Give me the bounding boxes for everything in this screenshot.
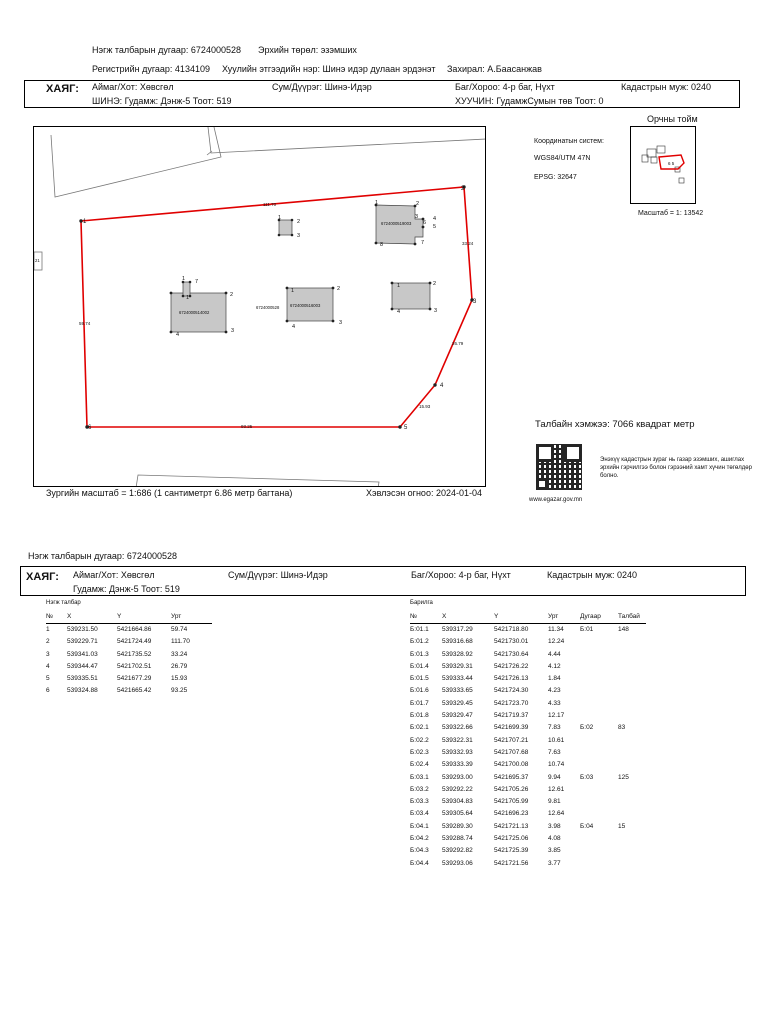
col-y: Y xyxy=(494,611,548,623)
table-cell: 5421702.51 xyxy=(117,662,152,670)
registry-number: Регистрийн дугаар: 4134109 xyxy=(92,64,210,74)
table-cell xyxy=(618,783,646,795)
table-cell: 539229.71 xyxy=(67,638,98,646)
table-cell: Б:04.3 xyxy=(410,847,429,855)
address-new: ШИНЭ: Гудамж: Дэнж-5 Тоот: 519 xyxy=(92,96,232,106)
table-cell xyxy=(618,660,646,672)
table-cell xyxy=(580,808,618,820)
b02-vertex-4: 4 xyxy=(292,324,296,330)
table-cell xyxy=(618,795,646,807)
table-cell xyxy=(580,648,618,660)
vertex-label-4: 4 xyxy=(440,383,444,389)
table-row xyxy=(410,636,646,648)
table-cell: Б:01.6 xyxy=(410,687,429,695)
table-cell: 5421705.99 xyxy=(494,798,529,806)
table-cell xyxy=(580,832,618,844)
col-area: Талбай xyxy=(618,611,646,623)
table-cell: 12.61 xyxy=(548,785,565,793)
website-link[interactable]: www.egazar.gov.mn xyxy=(529,497,583,503)
b06-vertex-2: 2 xyxy=(433,281,437,287)
director: Захирал: А.Баасанжав xyxy=(447,64,542,74)
overview-scale: Масштаб = 1: 13542 xyxy=(638,210,704,217)
table-cell xyxy=(618,672,646,684)
second-bag: Баг/Хороо: 4-р баг, Нүхт xyxy=(411,570,511,580)
table-cell xyxy=(580,636,618,648)
table-row xyxy=(410,795,646,807)
b03-vertex-4: 4 xyxy=(176,332,180,338)
b01-vertex-5: 5 xyxy=(433,224,437,230)
address-bag: Баг/Хороо: 4-р баг, Нүхт xyxy=(455,82,555,92)
table-cell xyxy=(618,697,646,709)
overview-map xyxy=(630,126,696,204)
overview-parcel-mark: 6 5 xyxy=(668,161,675,166)
table-cell: 10.61 xyxy=(548,736,565,744)
table-cell: 6 xyxy=(46,687,50,695)
table-cell: 5421721.13 xyxy=(494,822,529,830)
table-cell: 5421723.70 xyxy=(494,699,529,707)
table-cell: 5421699.39 xyxy=(494,724,529,732)
table-cell: Б:01.8 xyxy=(410,712,429,720)
table-cell: 12.64 xyxy=(548,810,565,818)
table-cell: 5421696.23 xyxy=(494,810,529,818)
table-cell: 539293.00 xyxy=(442,773,473,781)
table-cell: Б:02.3 xyxy=(410,748,429,756)
table-cell: Б:02 xyxy=(580,724,594,732)
table-cell: 83 xyxy=(618,724,626,732)
table-row xyxy=(410,759,646,771)
table-cell: 5421724.49 xyxy=(117,638,152,646)
b02-vertex-1: 1 xyxy=(291,288,295,294)
b01-vertex-6: 6 xyxy=(423,220,427,226)
table-cell: 5421664.86 xyxy=(117,626,152,634)
table-cell: 5421719.37 xyxy=(494,712,529,720)
table-cell: Б:01.5 xyxy=(410,675,429,683)
map-drawing xyxy=(34,127,486,487)
table-cell: Б:02.2 xyxy=(410,736,429,744)
table-row xyxy=(410,709,646,721)
second-parcel-number: Нэгж талбарын дугаар: 6724000528 xyxy=(28,551,177,561)
table-cell: 539316.68 xyxy=(442,638,473,646)
right-type: Эрхийн төрөл: эзэмших xyxy=(258,45,357,55)
table-cell: 12.24 xyxy=(548,638,565,646)
table-cell: 539333.39 xyxy=(442,761,473,769)
col-building-id: Дугаар xyxy=(580,611,618,623)
b01-vertex-3: 3 xyxy=(415,214,419,220)
table-cell xyxy=(580,795,618,807)
b01-vertex-2: 2 xyxy=(416,201,420,207)
table-cell xyxy=(580,734,618,746)
vertex-label-3: 3 xyxy=(473,299,477,305)
table-cell: 4 xyxy=(46,662,50,670)
cadastral-map xyxy=(33,126,486,487)
table-row xyxy=(46,636,212,648)
table-cell: 539292.22 xyxy=(442,785,473,793)
table-cell: 539333.65 xyxy=(442,687,473,695)
table-cell xyxy=(618,857,646,869)
table-row xyxy=(46,623,212,635)
table-cell: Б:01.1 xyxy=(410,626,429,634)
table-row xyxy=(410,771,646,783)
table-cell: 5421725.06 xyxy=(494,834,529,842)
b06-vertex-1: 1 xyxy=(397,283,401,289)
qr-note: Энэхүү кадастрын зураг нь газар эзэмших, ашиглах эрхийн гэрчилгээ болон гэрээний хамт хүчин төгөлдөр болно. xyxy=(600,457,752,479)
table-cell: 148 xyxy=(618,626,629,634)
col-length: Урт xyxy=(171,611,212,623)
table-cell: 5421735.52 xyxy=(117,650,152,658)
table-cell: 26.79 xyxy=(171,662,188,670)
table-cell: 539341.03 xyxy=(67,650,98,658)
edge-label-2: 111.70 xyxy=(263,202,277,207)
edge-label-3: 33.24 xyxy=(462,241,474,246)
address-old: ХУУЧИН: ГудамжСумын төв Тоот: 0 xyxy=(455,96,604,106)
table-row xyxy=(410,734,646,746)
table-cell xyxy=(618,845,646,857)
table-cell xyxy=(618,709,646,721)
table-row xyxy=(46,685,212,697)
second-aimag: Аймаг/Хот: Хөвсгөл xyxy=(73,570,155,580)
table-cell: 5421665.42 xyxy=(117,687,152,695)
table-cell: 539329.45 xyxy=(442,699,473,707)
table-cell: 12.17 xyxy=(548,712,565,720)
building-label-b01: 6724000519003 xyxy=(381,221,412,226)
table-cell: 5421718.80 xyxy=(494,626,529,634)
address-sum: Сум/Дүүрэг: Шинэ-Идэр xyxy=(272,82,372,92)
building-b04 xyxy=(279,220,292,235)
table-cell xyxy=(618,734,646,746)
table-cell: 7.63 xyxy=(548,748,561,756)
building-b05 xyxy=(183,282,190,296)
parcel-area: Талбайн хэмжээ: 7066 квадрат метр xyxy=(535,419,695,430)
table-cell: 539305.64 xyxy=(442,810,473,818)
table-cell: 539317.29 xyxy=(442,626,473,634)
table-cell: 3.98 xyxy=(548,822,561,830)
table-cell xyxy=(580,783,618,795)
col-length: Урт xyxy=(548,611,580,623)
table-cell xyxy=(580,759,618,771)
table-row xyxy=(410,685,646,697)
b05-vertex-2: 7 xyxy=(195,279,199,285)
table-cell: 5421721.56 xyxy=(494,859,529,867)
parcel-number: Нэгж талбарын дугаар: 6724000528 xyxy=(92,45,241,55)
table-row xyxy=(410,845,646,857)
building-table xyxy=(410,611,646,869)
coordinate-system: WGS84/UTM 47N xyxy=(534,155,591,162)
col-no: № xyxy=(46,611,67,623)
address-aimag: Аймаг/Хот: Хөвсгөл xyxy=(92,82,174,92)
table-cell xyxy=(618,636,646,648)
table-cell: 539322.31 xyxy=(442,736,473,744)
b03-vertex-3: 3 xyxy=(231,328,235,334)
table-row xyxy=(410,623,646,635)
map-scale: Зургийн масштаб = 1:686 (1 сантиметрт 6.86 метр багтана) xyxy=(46,488,293,498)
table-cell: Б:04.2 xyxy=(410,834,429,842)
b01-vertex-4: 4 xyxy=(433,216,437,222)
table-cell: 1 xyxy=(46,626,50,634)
table-cell: Б:02.4 xyxy=(410,761,429,769)
table-cell: 4.08 xyxy=(548,834,561,842)
table-cell xyxy=(618,746,646,758)
table-cell: 15.93 xyxy=(171,675,188,683)
table-cell: 539322.66 xyxy=(442,724,473,732)
building-table-title: Барилга xyxy=(410,600,433,606)
table-cell: 5 xyxy=(46,675,50,683)
parcel-table-title: Нэгж талбар xyxy=(46,600,81,606)
print-date: Хэвлэсэн огноо: 2024-01-04 xyxy=(366,488,482,498)
table-row xyxy=(410,660,646,672)
table-cell: Б:01.2 xyxy=(410,638,429,646)
parcel-map-label: 6724000528 xyxy=(256,305,280,310)
qr-code xyxy=(536,444,582,490)
edge-label-4: 26.79 xyxy=(452,341,464,346)
table-cell xyxy=(580,672,618,684)
entity-name: Хуулийн этгээдийн нэр: Шинэ идэр дулаан эрдэнэт xyxy=(222,64,436,74)
table-cell: 5421726.22 xyxy=(494,662,529,670)
table-cell xyxy=(580,685,618,697)
table-cell: 11.34 xyxy=(548,626,564,634)
table-cell: 5421707.68 xyxy=(494,748,529,756)
table-cell: 5421725.39 xyxy=(494,847,529,855)
second-zone: Кадастрын муж: 0240 xyxy=(547,570,638,580)
table-cell xyxy=(618,808,646,820)
table-cell: 59.74 xyxy=(171,626,188,634)
table-row xyxy=(410,697,646,709)
table-cell: 4.23 xyxy=(548,687,561,695)
table-cell: 5421730.01 xyxy=(494,638,529,646)
table-cell: 10.74 xyxy=(548,761,565,769)
table-cell xyxy=(580,697,618,709)
table-cell: 9.81 xyxy=(548,798,561,806)
table-cell: 539329.47 xyxy=(442,712,473,720)
table-row xyxy=(410,783,646,795)
table-cell: Б:03.4 xyxy=(410,810,429,818)
table-row xyxy=(46,660,212,672)
table-cell: 33.24 xyxy=(171,650,188,658)
b03-vertex-1: 1 xyxy=(186,295,190,301)
table-cell: 5421724.30 xyxy=(494,687,529,695)
table-row xyxy=(46,648,212,660)
b04-vertex-2: 2 xyxy=(297,219,301,225)
building-table-header xyxy=(410,611,646,623)
b06-vertex-3: 3 xyxy=(434,308,438,314)
col-no: № xyxy=(410,611,442,623)
table-cell: 539293.06 xyxy=(442,859,473,867)
table-row xyxy=(410,722,646,734)
table-cell: Б:04.1 xyxy=(410,822,429,830)
table-cell: Б:01.7 xyxy=(410,699,429,707)
table-row xyxy=(410,808,646,820)
table-cell: 5421705.26 xyxy=(494,785,529,793)
parcel-table xyxy=(46,611,212,697)
b06-vertex-4: 4 xyxy=(397,309,401,315)
table-cell: Б:01.3 xyxy=(410,650,429,658)
b02-vertex-2: 2 xyxy=(337,286,341,292)
table-cell: Б:03.1 xyxy=(410,773,429,781)
table-cell: Б:01 xyxy=(580,626,594,634)
table-cell: 539292.82 xyxy=(442,847,473,855)
table-row xyxy=(410,672,646,684)
table-cell: 111.70 xyxy=(171,638,190,646)
table-cell: Б:04 xyxy=(580,822,594,830)
table-cell: Б:01.4 xyxy=(410,662,429,670)
b04-vertex-3: 3 xyxy=(297,233,301,239)
table-cell: 4.12 xyxy=(548,662,561,670)
table-cell: 5421700.08 xyxy=(494,761,529,769)
table-cell: 125 xyxy=(618,773,629,781)
table-cell: 4.33 xyxy=(548,699,561,707)
b02-vertex-3: 3 xyxy=(339,320,343,326)
edge-label-6: 93.25 xyxy=(241,424,253,429)
table-row xyxy=(410,857,646,869)
table-cell: 539289.30 xyxy=(442,822,473,830)
table-cell: 539304.83 xyxy=(442,798,473,806)
table-cell: 15 xyxy=(618,822,626,830)
table-cell xyxy=(618,832,646,844)
table-cell: Б:04.4 xyxy=(410,859,429,867)
vertex-label-1: 1 xyxy=(83,219,87,225)
table-row xyxy=(410,648,646,660)
second-street: Гудамж: Дэнж-5 Тоот: 519 xyxy=(73,584,180,594)
address-label: ХАЯГ: xyxy=(46,83,79,95)
table-cell: 5421677.29 xyxy=(117,675,152,683)
col-x: X xyxy=(67,611,117,623)
table-cell: 4.44 xyxy=(548,650,561,658)
table-cell: 539288.74 xyxy=(442,834,473,842)
coordinate-system-label: Координатын систем: xyxy=(534,138,604,145)
table-cell: 93.25 xyxy=(171,687,188,695)
table-cell: 539329.31 xyxy=(442,662,473,670)
table-cell: 3.85 xyxy=(548,847,561,855)
table-cell xyxy=(580,709,618,721)
neighbor-label: 21 xyxy=(35,258,40,263)
vertex-label-2: 2 xyxy=(461,186,465,192)
table-cell: 7.83 xyxy=(548,724,561,732)
table-row xyxy=(410,746,646,758)
edge-label-1: 59.74 xyxy=(79,321,91,326)
table-cell xyxy=(580,845,618,857)
table-cell: 539324.88 xyxy=(67,687,98,695)
table-cell: Б:03.3 xyxy=(410,798,429,806)
table-cell: 3.77 xyxy=(548,859,561,867)
table-row xyxy=(410,820,646,832)
edge-label-5: 15.93 xyxy=(419,404,431,409)
table-cell: 539332.93 xyxy=(442,748,473,756)
building-label-b02: 6724000516003 xyxy=(290,303,321,308)
b01-vertex-1: 1 xyxy=(375,200,379,206)
table-row xyxy=(410,832,646,844)
address-zone: Кадастрын муж: 0240 xyxy=(621,82,712,92)
table-row xyxy=(46,672,212,684)
table-cell: Б:03 xyxy=(580,773,594,781)
col-y: Y xyxy=(117,611,171,623)
table-cell: 3 xyxy=(46,650,50,658)
table-cell: 9.94 xyxy=(548,773,561,781)
table-cell: 5421695.37 xyxy=(494,773,529,781)
epsg-code: EPSG: 32647 xyxy=(534,174,577,181)
b01-vertex-8: 8 xyxy=(380,242,384,248)
table-cell: 539231.50 xyxy=(67,626,98,634)
table-cell: 539335.51 xyxy=(67,675,98,683)
table-cell: Б:03.2 xyxy=(410,785,429,793)
building-label-b03: 6724000514002 xyxy=(179,310,210,315)
table-cell: Б:02.1 xyxy=(410,724,429,732)
overview-drawing xyxy=(631,127,696,204)
table-cell: 5421726.13 xyxy=(494,675,529,683)
parcel-table-header xyxy=(46,611,212,623)
table-cell: 539333.44 xyxy=(442,675,473,683)
table-cell xyxy=(580,746,618,758)
col-x: X xyxy=(442,611,494,623)
table-cell: 5421707.21 xyxy=(494,736,529,744)
table-cell xyxy=(618,648,646,660)
table-cell xyxy=(618,759,646,771)
second-address-label: ХАЯГ: xyxy=(26,571,59,583)
table-cell xyxy=(580,857,618,869)
table-cell: 2 xyxy=(46,638,50,646)
b04-vertex-1: 1 xyxy=(278,215,282,221)
table-cell: 1.84 xyxy=(548,675,561,683)
table-cell xyxy=(618,685,646,697)
table-cell: 539344.47 xyxy=(67,662,98,670)
b03-vertex-2: 2 xyxy=(230,292,234,298)
vertex-label-5: 5 xyxy=(404,425,408,431)
vertex-label-6: 6 xyxy=(88,425,92,431)
table-cell: 5421730.64 xyxy=(494,650,529,658)
overview-title: Орчны тойм xyxy=(647,114,698,124)
table-cell: 539328.92 xyxy=(442,650,473,658)
table-cell xyxy=(580,660,618,672)
b05-vertex-1: 1 xyxy=(182,276,186,282)
b01-vertex-7: 7 xyxy=(421,240,425,246)
second-sum: Сум/Дүүрэг: Шинэ-Идэр xyxy=(228,570,328,580)
